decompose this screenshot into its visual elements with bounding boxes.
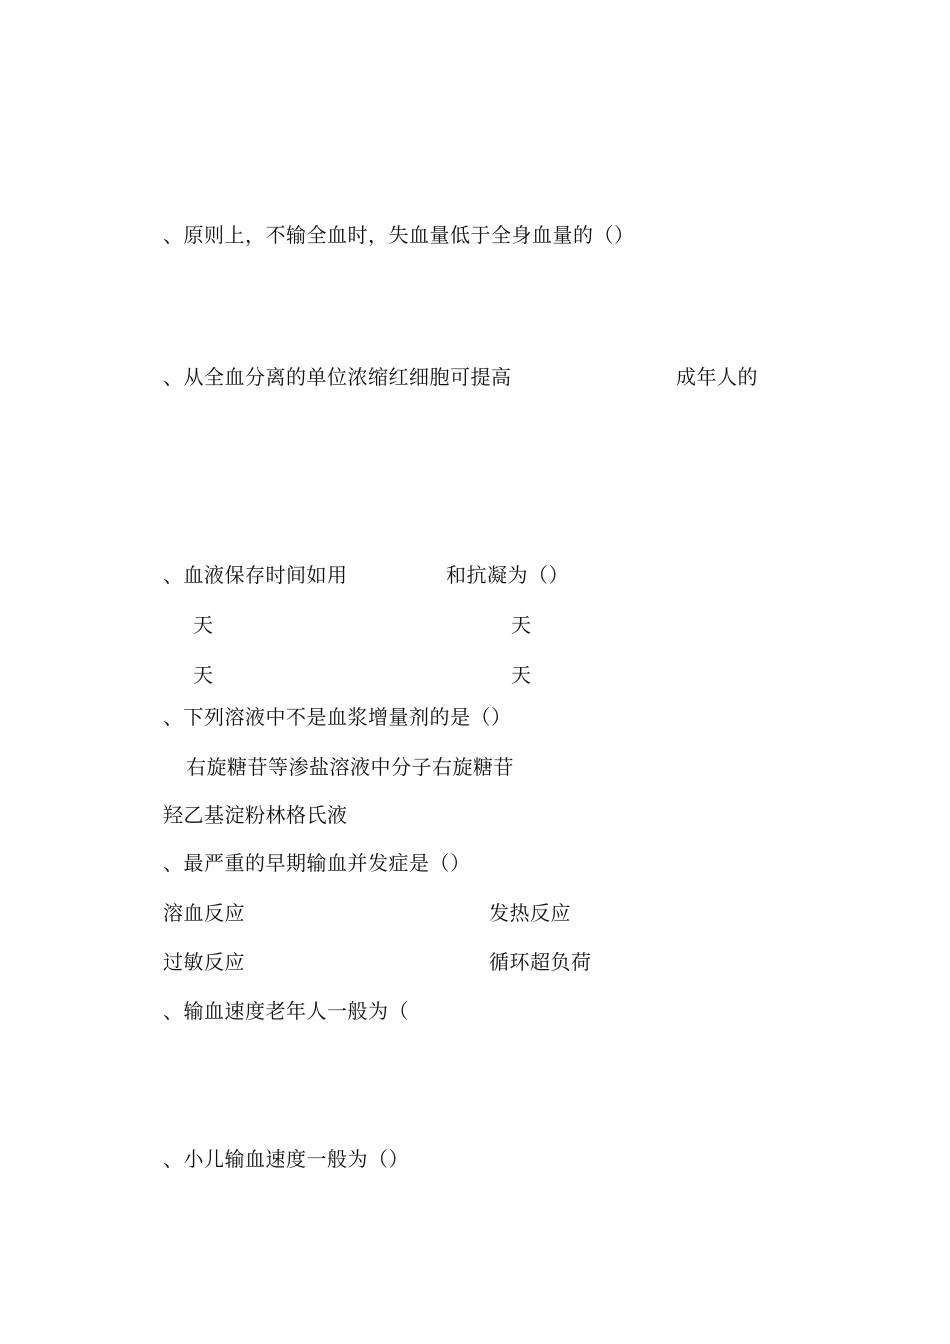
question-5-option-b: 发热反应 — [489, 901, 571, 925]
question-4-options-line-1: 右旋糖苷等渗盐溶液中分子右旋糖苷 — [186, 755, 514, 779]
question-2-part-a: 、从全血分离的单位浓缩红细胞可提高 — [163, 365, 512, 389]
question-2-part-b: 成年人的 — [676, 365, 758, 389]
question-3-option-b: 天 — [511, 613, 532, 637]
question-3-option-d: 天 — [511, 663, 532, 687]
question-6: 、输血速度老年人一般为（ — [163, 999, 409, 1023]
question-4: 、下列溶液中不是血浆增量剂的是（） — [163, 705, 512, 729]
question-5: 、最严重的早期输血并发症是（） — [163, 851, 471, 875]
question-1: 、原则上，不输全血时，失血量低于全身血量的（） — [163, 223, 635, 247]
question-3-option-a: 天 — [193, 613, 214, 637]
question-5-option-a: 溶血反应 — [163, 901, 245, 925]
question-5-option-c: 过敏反应 — [163, 950, 245, 974]
question-3-part-a: 、血液保存时间如用 — [163, 563, 348, 587]
question-3-part-b: 和抗凝为（） — [446, 563, 569, 587]
question-4-options-line-2: 羟乙基淀粉林格氏液 — [163, 803, 348, 827]
question-5-option-d: 循环超负荷 — [489, 950, 592, 974]
question-3-option-c: 天 — [193, 663, 214, 687]
question-7: 、小儿输血速度一般为（） — [163, 1147, 409, 1171]
